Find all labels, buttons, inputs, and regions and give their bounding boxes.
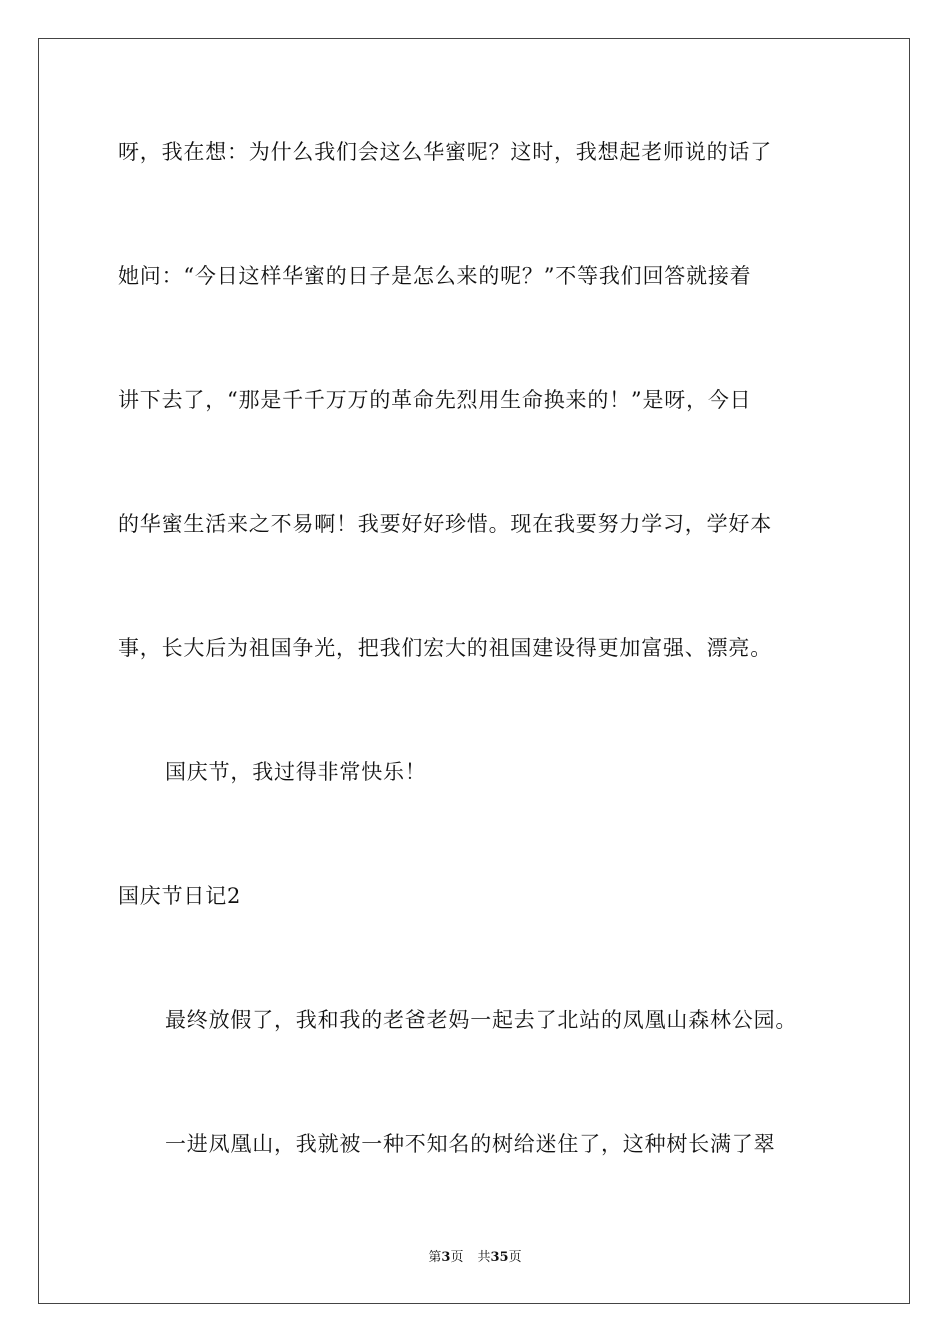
body-line-2: 她问：“今日这样华蜜的日子是怎么来的呢？”不等我们回答就接着 <box>118 264 752 288</box>
footer-page-prefix: 第 <box>428 1250 442 1265</box>
paragraph-closing: 国庆节，我过得非常快乐！ <box>165 760 427 784</box>
section-heading: 国庆节日记2 <box>118 884 242 908</box>
footer-total-prefix: 共 <box>477 1250 491 1265</box>
body-line-3: 讲下去了，“那是千千万万的革命先烈用生命换来的！”是呀，今日 <box>118 388 752 412</box>
footer-page-number: 3 <box>441 1250 451 1265</box>
page-frame <box>38 38 910 1304</box>
footer-page-suffix: 页 <box>450 1250 464 1265</box>
footer-total-suffix: 页 <box>508 1250 522 1265</box>
paragraph-1-line-1: 最终放假了，我和我的老爸老妈一起去了北站的凤凰山森林公园。 <box>165 1008 798 1032</box>
footer-total-pages: 35 <box>490 1250 509 1265</box>
paragraph-2-line-1: 一进凤凰山，我就被一种不知名的树给迷住了，这种树长满了翠 <box>165 1132 776 1156</box>
body-line-4: 的华蜜生活来之不易啊！我要好好珍惜。现在我要努力学习，学好本 <box>118 512 772 536</box>
body-line-1: 呀，我在想：为什么我们会这么华蜜呢？这时，我想起老师说的话了 <box>118 140 772 164</box>
body-line-5: 事，长大后为祖国争光，把我们宏大的祖国建设得更加富强、漂亮。 <box>118 636 772 660</box>
page-footer <box>0 1250 950 1266</box>
